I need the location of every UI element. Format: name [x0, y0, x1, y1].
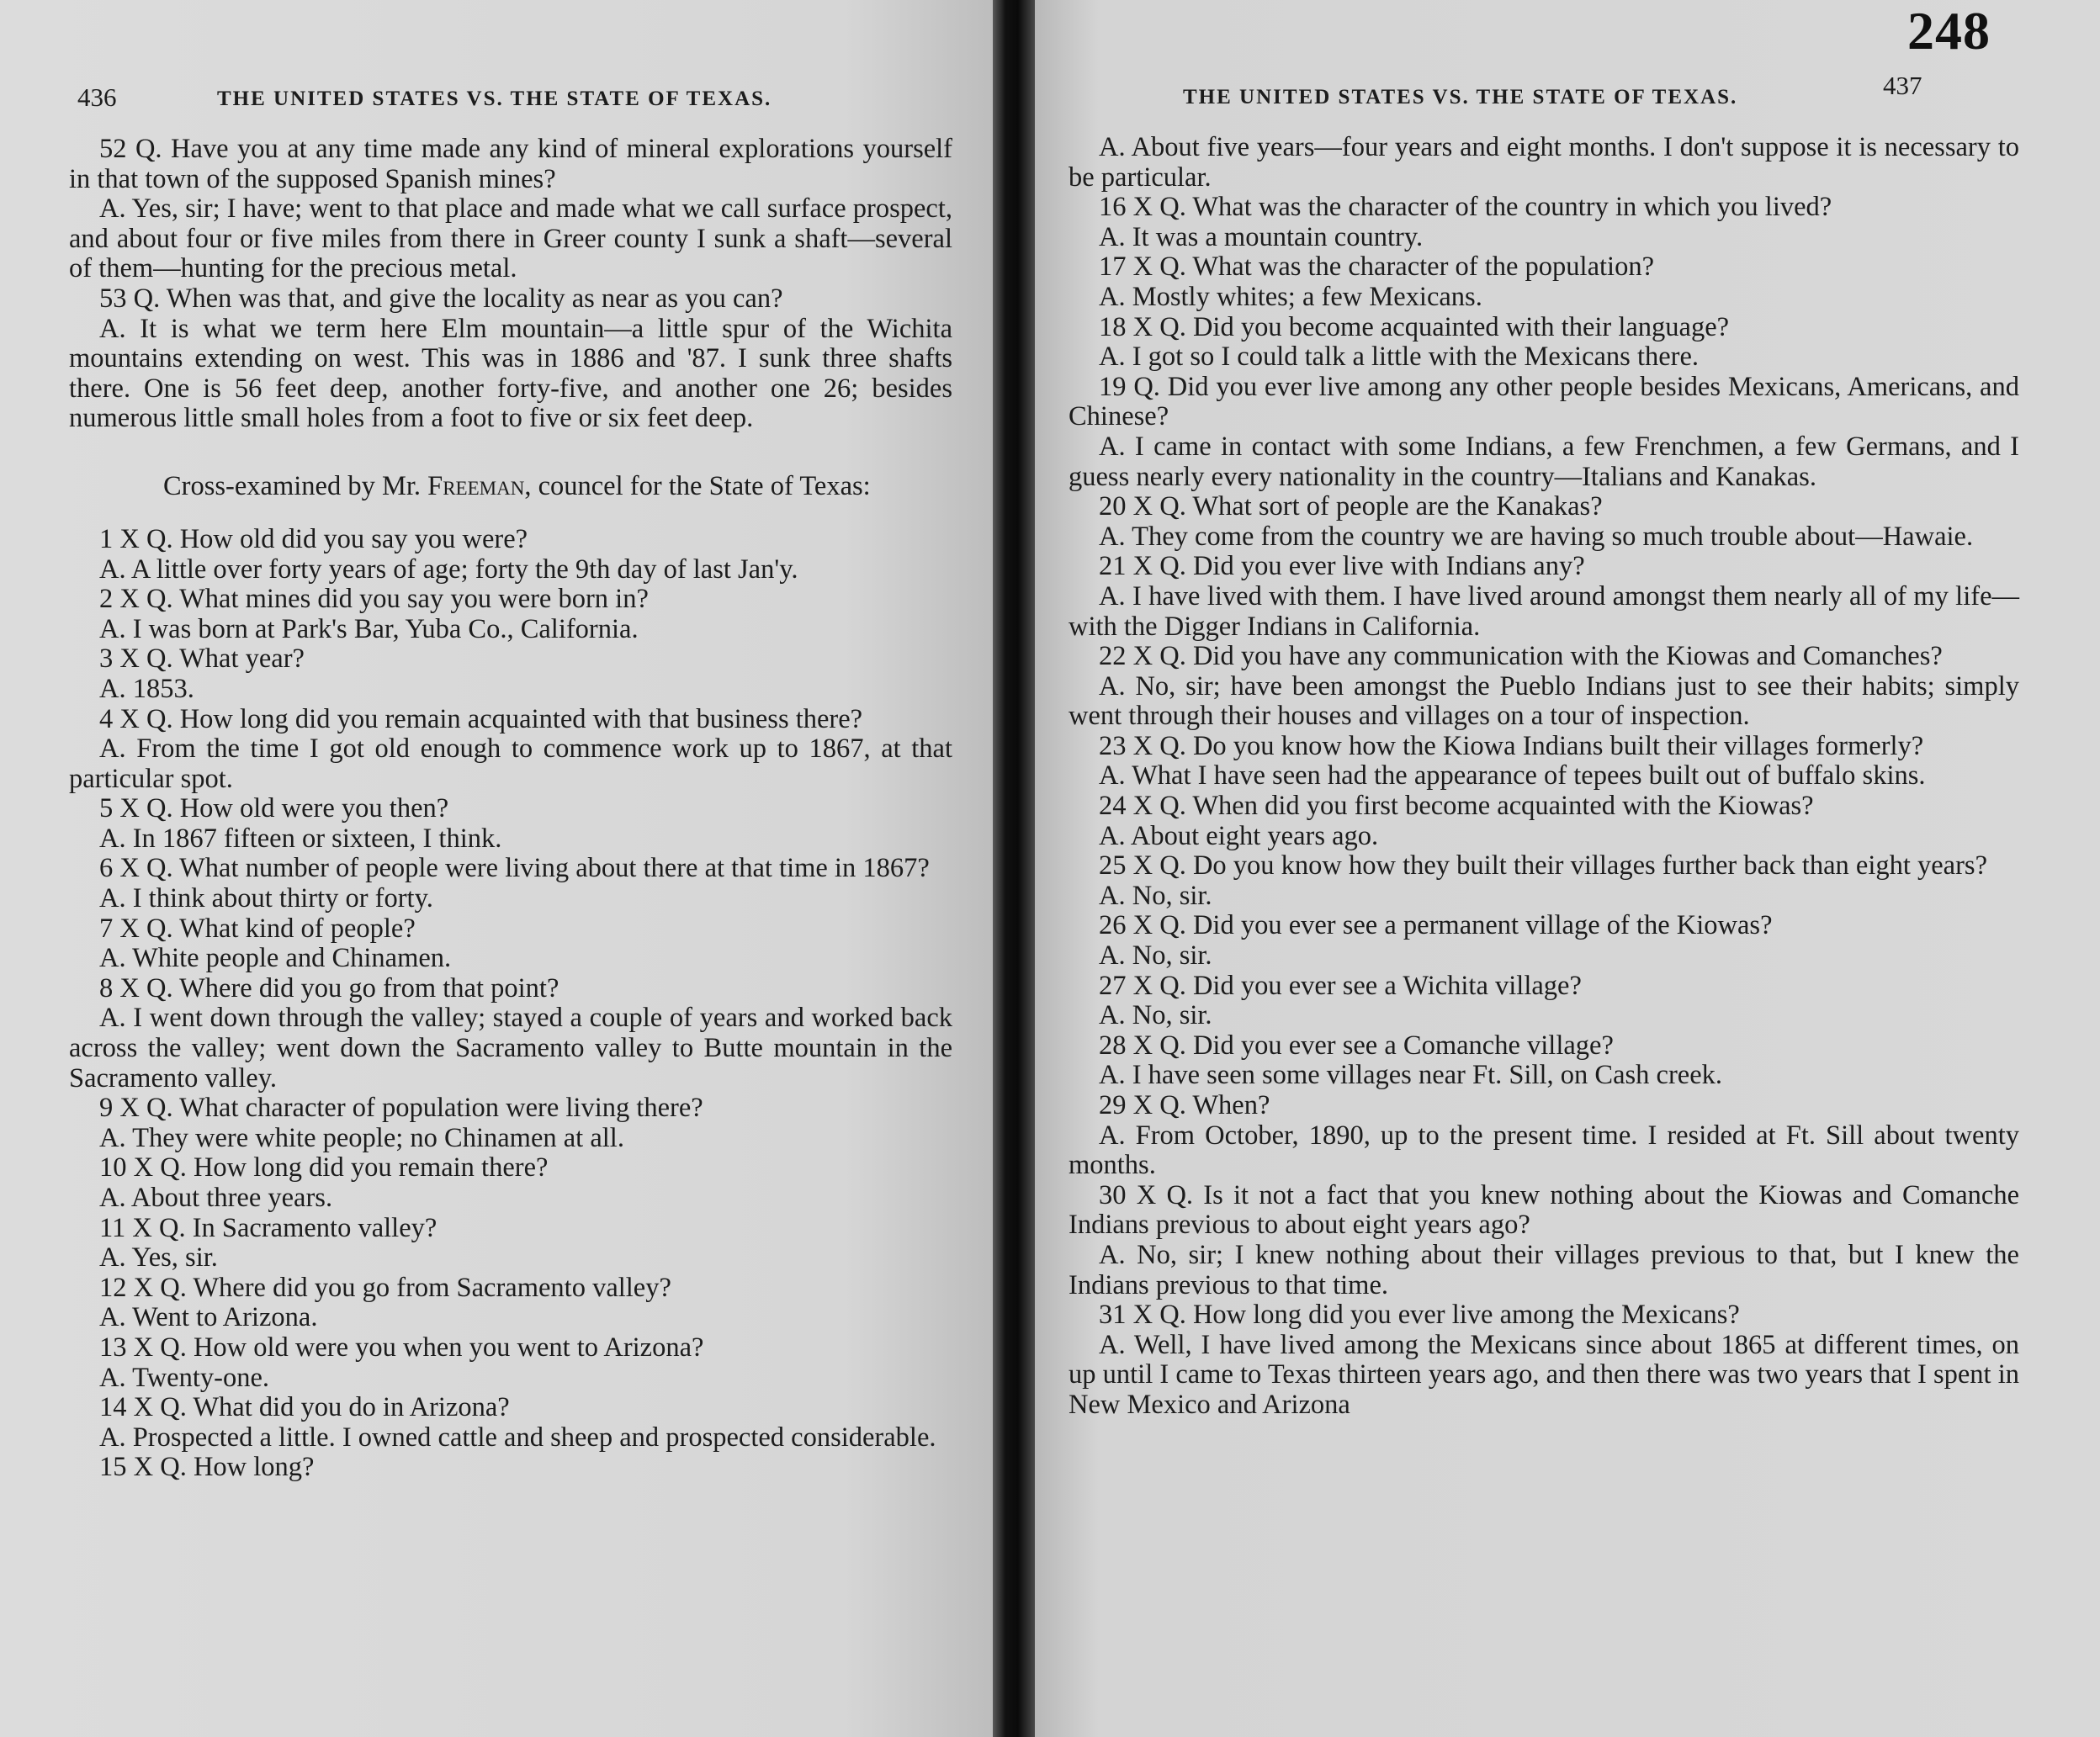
paragraph: A. About five years—four years and eight months. I don't suppose it is necessary to be particular.: [1069, 132, 2019, 193]
paragraph: A. It is what we term here Elm mountain—a little spur of the Wichita mountains extending on west. This was in 1886 and '87. I sunk three shafts there. One is 56 feet deep, another forty-five, and another one 26; besides numerous little small holes from a foot to five or six feet deep.: [69, 313, 952, 434]
paragraph: A. Prospected a little. I owned cattle and sheep and prospected considerable.: [99, 1422, 936, 1453]
paragraph: A. I came in contact with some Indians, a few Frenchmen, a few Germans, and I guess nearly every nationality in the country—Italians and Kanakas.: [1069, 431, 2019, 492]
left-page-header: [0, 82, 993, 116]
paragraph: 28 X Q. Did you ever see a Comanche village?: [1099, 1030, 1614, 1061]
paragraph: 9 X Q. What character of population were living there?: [99, 1093, 703, 1124]
paragraph: 11 X Q. In Sacramento valley?: [99, 1212, 438, 1243]
paragraph: A. I have seen some villages near Ft. Sill, on Cash creek.: [1099, 1060, 1722, 1091]
paragraph: A. White people and Chinamen.: [99, 943, 452, 974]
paragraph: A. 1853.: [99, 673, 194, 704]
cross-suffix: , councel for the State of Texas:: [524, 470, 871, 501]
left-page-number: 436: [77, 82, 117, 112]
paragraph: A. No, sir.: [1099, 940, 1212, 972]
paragraph: 19 Q. Did you ever live among any other people besides Mexicans, Americans, and Chinese?: [1069, 371, 2019, 432]
left-page-body: [69, 135, 952, 1483]
paragraph: 5 X Q. How old were you then?: [99, 793, 449, 824]
paragraph: A. No, sir.: [1099, 880, 1212, 911]
paragraph: 25 X Q. Do you know how they built their villages further back than eight years?: [1099, 850, 1987, 882]
paragraph: 31 X Q. How long did you ever live among the Mexicans?: [1099, 1300, 1740, 1331]
paragraph: 13 X Q. How old were you when you went to Arizona?: [99, 1332, 704, 1363]
paragraph: A. About eight years ago.: [1099, 820, 1379, 851]
paragraph: 2 X Q. What mines did you say you were born in?: [99, 584, 649, 615]
stamped-page-number: 248: [1907, 1, 1991, 61]
paragraph: 53 Q. When was that, and give the locality as near as you can?: [99, 283, 783, 314]
paragraph: 8 X Q. Where did you go from that point?: [99, 972, 559, 1004]
paragraph: A. Went to Arizona.: [99, 1302, 318, 1333]
paragraph: 1 X Q. How old did you say you were?: [99, 523, 528, 554]
paragraph: A. A little over forty years of age; forty the 9th day of last Jan'y.: [99, 553, 798, 585]
right-page-number: 437: [1883, 71, 1922, 100]
paragraph: 7 X Q. What kind of people?: [99, 913, 416, 944]
paragraph: A. Twenty-one.: [99, 1362, 270, 1393]
counsel-name: Freeman: [427, 470, 525, 501]
paragraph: A. Yes, sir.: [99, 1242, 218, 1274]
paragraph: A. Mostly whites; a few Mexicans.: [1099, 281, 1482, 312]
paragraph: 15 X Q. How long?: [99, 1452, 315, 1483]
paragraph: A. I have lived with them. I have lived around amongst them nearly all of my life—with the Digger Indians in California.: [1069, 580, 2019, 642]
paragraph: A. In 1867 fifteen or sixteen, I think.: [99, 823, 502, 854]
paragraph: A. I was born at Park's Bar, Yuba Co., California.: [99, 613, 639, 644]
paragraph: A. Yes, sir; I have; went to that place and made what we call surface prospect, and about four or five miles from there in Greer county I sunk a shaft—several of them—hunting for the precious metal.: [69, 193, 952, 284]
right-page-body: [1069, 133, 2019, 1421]
paragraph: 4 X Q. How long did you remain acquainted with that business there?: [99, 703, 863, 734]
cross-prefix: Cross-examined by Mr.: [163, 470, 428, 501]
paragraph: A. Well, I have lived among the Mexicans since about 1865 at different times, on up until I came to Texas thirteen years ago, and then there was two years that I spent in New Mexico and Arizona: [1069, 1329, 2019, 1420]
paragraph: 30 X Q. Is it not a fact that you knew nothing about the Kiowas and Comanche Indians previous to about eight years ago?: [1069, 1179, 2019, 1241]
paragraph: 27 X Q. Did you ever see a Wichita village?: [1099, 970, 1582, 1001]
paragraph: A. From the time I got old enough to commence work up to 1867, at that particular spot.: [69, 733, 952, 794]
left-page: [0, 0, 993, 1737]
paragraph: 52 Q. Have you at any time made any kind of mineral explorations yourself in that town of the supposed Spanish mines?: [69, 134, 952, 194]
paragraph: 18 X Q. Did you become acquainted with their language?: [1099, 311, 1730, 342]
paragraph: A. I went down through the valley; stayed a couple of years and worked back across the valley; went down the Sacramento valley to Butte mountain in the Sacramento valley.: [69, 1003, 952, 1094]
left-running-head: THE UNITED STATES VS. THE STATE OF TEXAS.: [217, 87, 772, 110]
paragraph: 14 X Q. What did you do in Arizona?: [99, 1392, 510, 1423]
paragraph: 16 X Q. What was the character of the country in which you lived?: [1099, 192, 1832, 223]
right-running-head: THE UNITED STATES VS. THE STATE OF TEXAS.: [1183, 86, 1738, 109]
cross-examination-heading: [69, 471, 952, 501]
paragraph: 24 X Q. When did you first become acquainted with the Kiowas?: [1099, 791, 1814, 822]
right-page-header: [1035, 71, 2100, 116]
paragraph: 3 X Q. What year?: [99, 643, 305, 675]
paragraph: A. I think about thirty or forty.: [99, 883, 433, 914]
paragraph: 23 X Q. Do you know how the Kiowa Indians built their villages formerly?: [1099, 730, 1924, 761]
paragraph: 26 X Q. Did you ever see a permanent village of the Kiowas?: [1099, 910, 1773, 941]
paragraph: 22 X Q. Did you have any communication with the Kiowas and Comanches?: [1099, 641, 1943, 672]
paragraph: A. I got so I could talk a little with the Mexicans there.: [1099, 342, 1700, 373]
paragraph: 10 X Q. How long did you remain there?: [99, 1152, 549, 1184]
paragraph: A. It was a mountain country.: [1099, 221, 1424, 252]
paragraph: A. No, sir.: [1099, 1000, 1212, 1031]
book-gutter: [993, 0, 1035, 1737]
paragraph: 6 X Q. What number of people were living about there at that time in 1867?: [99, 853, 930, 884]
paragraph: 17 X Q. What was the character of the population?: [1099, 252, 1654, 283]
paragraph: 29 X Q. When?: [1099, 1090, 1270, 1120]
paragraph: A. From October, 1890, up to the present time. I resided at Ft. Sill about twenty months.: [1069, 1120, 2019, 1181]
paragraph: A. What I have seen had the appearance of tepees built out of buffalo skins.: [1099, 760, 1926, 792]
paragraph: A. They were white people; no Chinamen at all.: [99, 1122, 624, 1153]
paragraph: 20 X Q. What sort of people are the Kanakas?: [1099, 491, 1603, 522]
paragraph: 21 X Q. Did you ever live with Indians any?: [1099, 551, 1585, 582]
paragraph: A. No, sir; have been amongst the Pueblo Indians just to see their habits; simply went through their houses and villages on a tour of inspection.: [1069, 670, 2019, 732]
paragraph: A. They come from the country we are having so much trouble about—Hawaie.: [1099, 521, 1974, 552]
paragraph: 12 X Q. Where did you go from Sacramento valley?: [99, 1272, 671, 1303]
right-page: [1035, 0, 2100, 1737]
paragraph: A. About three years.: [99, 1183, 333, 1213]
paragraph: A. No, sir; I knew nothing about their villages previous to that, but I knew the Indians previous to that time.: [1069, 1239, 2019, 1300]
